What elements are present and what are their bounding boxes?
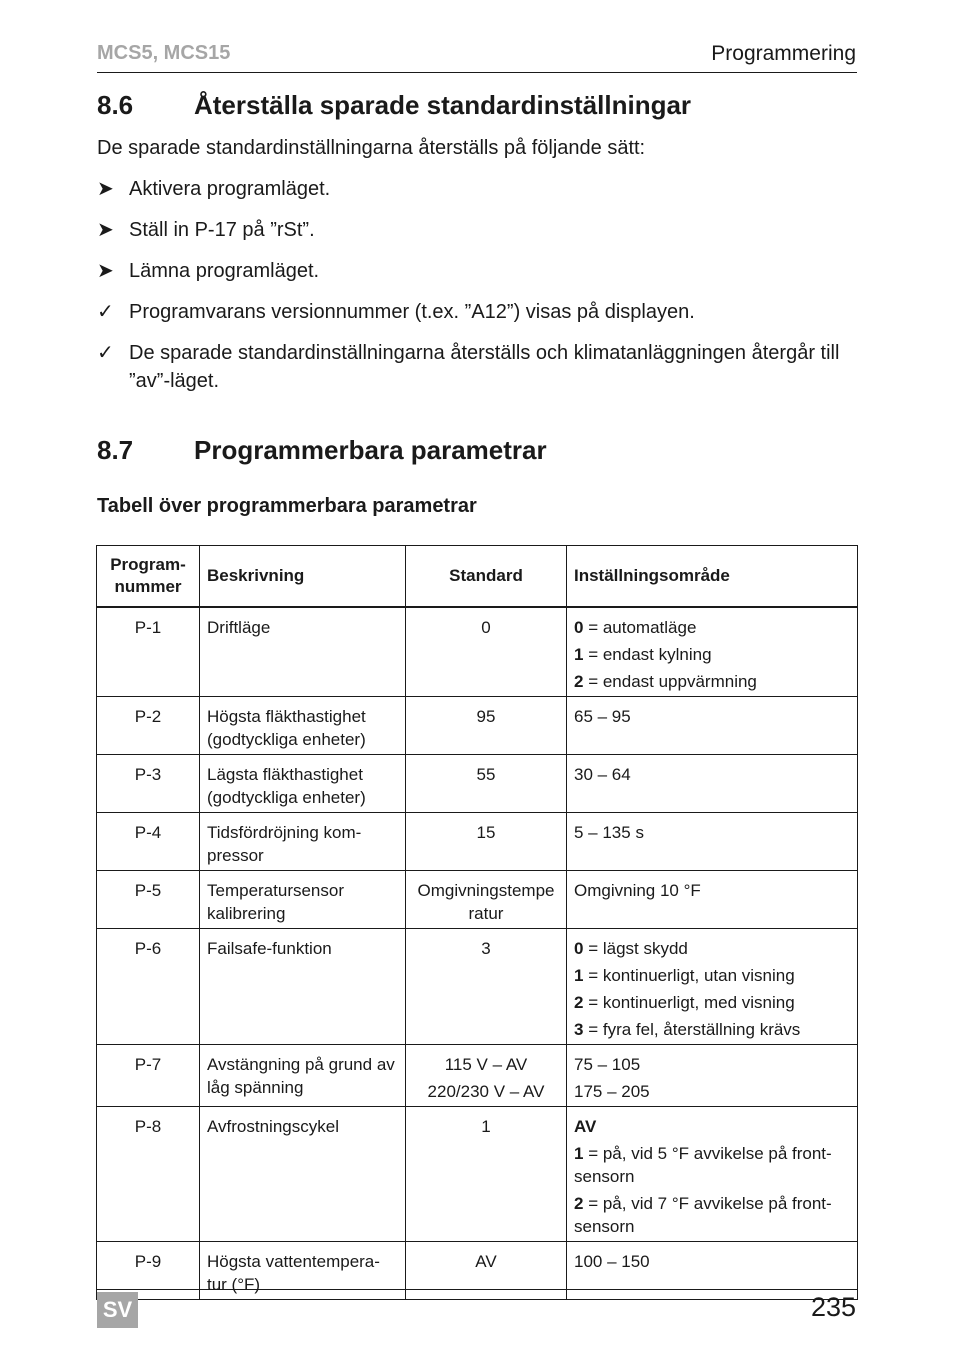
range-option — [574, 1080, 850, 1103]
range-option-code: AV — [574, 1117, 597, 1136]
range-cell — [567, 697, 858, 755]
range-option — [574, 937, 850, 960]
default-cell — [406, 755, 567, 813]
section-86-heading — [97, 90, 691, 121]
range-option-text: 100 – 150 — [574, 1252, 650, 1271]
range-option — [574, 763, 850, 786]
table-row — [97, 1045, 858, 1107]
range-option-code: 1 — [574, 645, 584, 664]
default-cell — [406, 871, 567, 929]
range-option — [574, 1018, 850, 1041]
program-number-cell: P-4 — [97, 813, 200, 871]
step-item — [97, 175, 857, 203]
table-row — [97, 755, 858, 813]
table-body — [97, 607, 858, 1300]
description-cell: Avfrostningscykel — [200, 1107, 406, 1242]
section-87-number: 8.7 — [97, 435, 134, 465]
range-option-text: 5 – 135 s — [574, 823, 644, 842]
page-number: 235 — [810, 1292, 856, 1322]
default-value: 1 — [481, 1117, 491, 1136]
range-cell — [567, 607, 858, 697]
range-option — [574, 643, 850, 666]
range-option-text: = kontinuerligt, med visning — [583, 993, 795, 1012]
default-value: 0 — [481, 618, 491, 637]
default-value: Omgivningstempe ratur — [417, 881, 555, 923]
range-option-code: 2 — [574, 1194, 584, 1213]
range-option — [574, 1142, 850, 1188]
range-option-text: 75 – 105 — [574, 1055, 641, 1074]
arrow-bullet-icon: ➤ — [97, 178, 114, 200]
range-option-text: 30 – 64 — [574, 765, 631, 784]
program-number-cell: P-9 — [97, 1242, 200, 1300]
table-row — [97, 1107, 858, 1242]
table-row — [97, 1242, 858, 1300]
table-row — [97, 871, 858, 929]
range-option — [574, 1053, 850, 1076]
description-cell: Högsta fläkthastighet (godtyckliga enheter) — [200, 697, 406, 755]
description-cell: Högsta vattentempera-tur (°F) — [200, 1242, 406, 1300]
description-cell: Temperatursensor kalibrering — [200, 871, 406, 929]
range-option-text: = lägst skydd — [583, 939, 688, 958]
range-option-code: 1 — [574, 966, 584, 985]
range-option-text: = fyra fel, återställning krävs — [583, 1020, 801, 1039]
program-number-cell: P-1 — [97, 607, 200, 697]
result-item — [97, 298, 857, 326]
range-cell — [567, 1242, 858, 1300]
running-header-model: MCS5, MCS15 — [97, 42, 231, 64]
step-item — [97, 257, 857, 285]
range-option — [574, 670, 850, 693]
range-option-code: 0 — [574, 618, 584, 637]
range-option — [574, 1115, 850, 1138]
range-cell — [567, 929, 858, 1045]
range-option-code: 0 — [574, 939, 584, 958]
table-header-row — [97, 546, 858, 608]
range-option — [574, 705, 850, 728]
description-cell: Tidsfördröjning kom-pressor — [200, 813, 406, 871]
program-number-cell: P-5 — [97, 871, 200, 929]
range-option — [574, 991, 850, 1014]
range-option-code: 2 — [574, 993, 584, 1012]
range-option — [574, 1250, 850, 1273]
range-option — [574, 1192, 850, 1238]
range-cell — [567, 1045, 858, 1107]
range-option — [574, 821, 850, 844]
running-header-section: Programmering — [711, 42, 856, 65]
program-number-cell: P-6 — [97, 929, 200, 1045]
range-option-text: = kontinuerligt, utan visning — [583, 966, 795, 985]
default-cell — [406, 1107, 567, 1242]
range-option-text: Omgivning 10 °F — [574, 881, 701, 900]
program-number-cell: P-7 — [97, 1045, 200, 1107]
step-text: Lämna programläget. — [129, 260, 320, 282]
range-option-text: = endast kylning — [583, 645, 712, 664]
table-row — [97, 929, 858, 1045]
program-number-cell: P-3 — [97, 755, 200, 813]
step-text: Ställ in P-17 på ”rSt”. — [129, 219, 315, 241]
range-option-code: 1 — [574, 1144, 584, 1163]
range-option — [574, 616, 850, 639]
description-cell: Driftläge — [200, 607, 406, 697]
section-86-title: Återställa sparade standardinställningar — [194, 90, 692, 120]
default-cell — [406, 697, 567, 755]
section-87-heading — [97, 435, 547, 466]
table-row — [97, 813, 858, 871]
checkmark-icon: ✓ — [97, 301, 114, 323]
range-cell — [567, 871, 858, 929]
program-number-cell: P-2 — [97, 697, 200, 755]
range-option-text: = på, vid 5 °F avvikelse på front-sensorn — [574, 1144, 832, 1186]
table-caption: Tabell över programmerbara parametrar — [97, 495, 477, 517]
header-divider — [97, 72, 857, 73]
default-cell — [406, 1242, 567, 1300]
default-value: 95 — [476, 707, 496, 726]
range-option-text: = automatläge — [583, 618, 697, 637]
section-86-intro: De sparade standardinställningarna återställs på följande sätt: — [97, 137, 646, 159]
language-badge: SV — [97, 1292, 138, 1328]
col-header-description: Beskrivning — [200, 546, 406, 608]
col-header-range: Inställningsområde — [567, 546, 858, 608]
range-option-code: 2 — [574, 672, 584, 691]
checkmark-icon: ✓ — [97, 342, 114, 364]
table-row — [97, 607, 858, 697]
default-cell — [406, 607, 567, 697]
table-row — [97, 697, 858, 755]
col-header-default: Standard — [406, 546, 567, 608]
range-cell — [567, 755, 858, 813]
default-value: 115 V – AV — [444, 1055, 528, 1074]
step-text: Aktivera programläget. — [129, 178, 331, 200]
description-cell: Lägsta fläkthastighet (godtyckliga enheter) — [200, 755, 406, 813]
default-value: AV — [475, 1252, 497, 1271]
default-cell — [406, 1045, 567, 1107]
parameter-table — [96, 545, 858, 1300]
default-cell — [406, 813, 567, 871]
default-value: 15 — [476, 823, 496, 842]
range-option-code: 3 — [574, 1020, 584, 1039]
default-value: 220/230 V – AV — [427, 1082, 545, 1101]
arrow-bullet-icon: ➤ — [97, 219, 114, 241]
description-cell: Failsafe-funktion — [200, 929, 406, 1045]
range-option — [574, 879, 850, 902]
section-87-title: Programmerbara parametrar — [194, 435, 547, 465]
range-option-text: = endast uppvärmning — [583, 672, 757, 691]
section-86-number: 8.6 — [97, 90, 134, 120]
range-option — [574, 964, 850, 987]
range-cell — [567, 1107, 858, 1242]
col-header-program-number: Program-nummer — [97, 546, 200, 608]
range-cell — [567, 813, 858, 871]
description-cell: Avstängning på grund av låg spänning — [200, 1045, 406, 1107]
default-value: 3 — [481, 939, 491, 958]
range-option-text: 65 – 95 — [574, 707, 631, 726]
range-option-text: = på, vid 7 °F avvikelse på front-sensorn — [574, 1194, 832, 1236]
default-value: 55 — [476, 765, 496, 784]
arrow-bullet-icon: ➤ — [97, 260, 114, 282]
range-option-text: 175 – 205 — [574, 1082, 650, 1101]
result-text: De sparade standardinställningarna återställs och klimatanläggningen återgår till ”av”-läget. — [129, 342, 840, 392]
result-item — [97, 339, 857, 395]
step-item — [97, 216, 857, 244]
footer-divider — [97, 1289, 857, 1290]
result-text: Programvarans versionnummer (t.ex. ”A12”) visas på displayen. — [129, 301, 695, 323]
program-number-cell: P-8 — [97, 1107, 200, 1242]
default-cell — [406, 929, 567, 1045]
